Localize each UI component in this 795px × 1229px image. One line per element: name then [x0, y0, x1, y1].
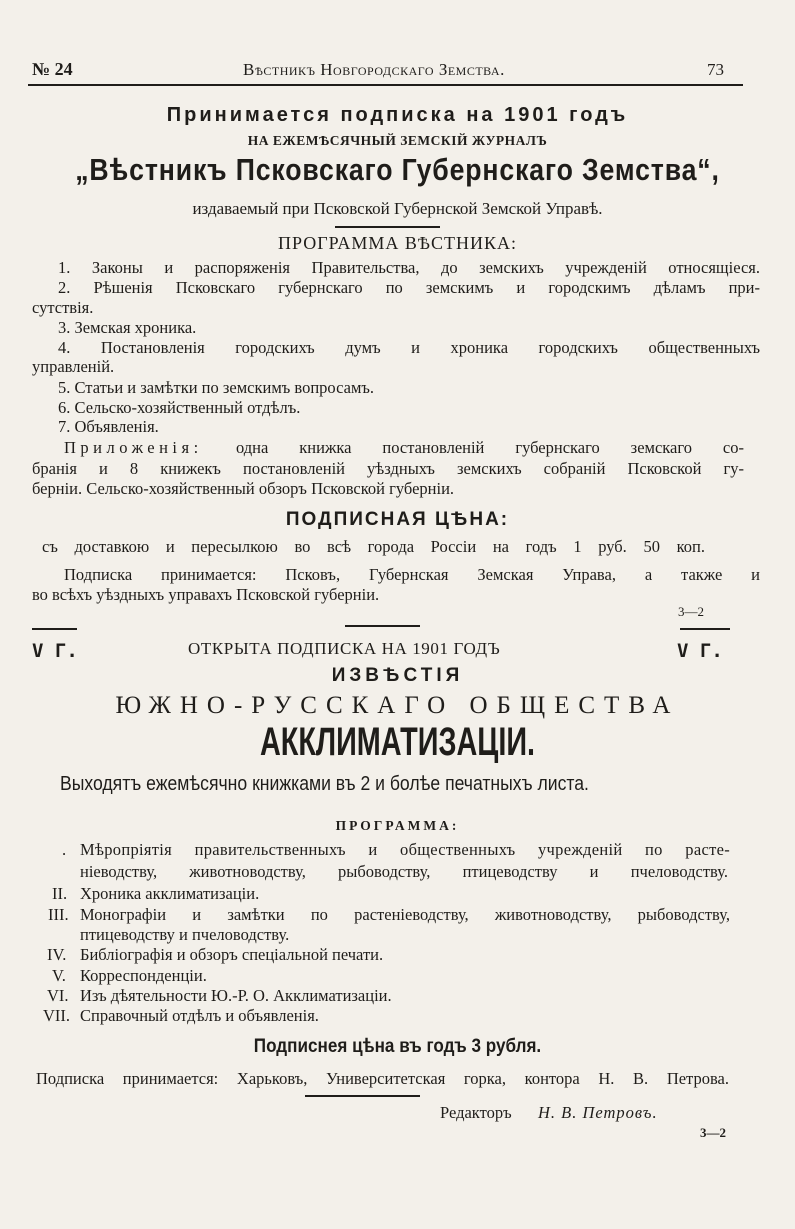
- ad1-program-heading: ПРОГРАММА ВѢСТНИКА:: [278, 233, 517, 253]
- ad2-open-subscription: ОТКРЫТА ПОДПИСКА НА 1901 ГОДЪ: [188, 639, 501, 658]
- ad2-program-num: V.: [52, 966, 66, 985]
- ad2-price: Подписнея цѣна въ годъ 3 рубля.: [253, 1036, 542, 1057]
- ad1-price-text: съ доставкою и пересылкою во всѣ города Россіи на годъ 1 руб. 50 коп.: [42, 537, 705, 556]
- ad1-program-line: 2. Рѣшенія Псковскаго губернскаго по земскимъ и городскимъ дѣламъ при-: [58, 278, 760, 297]
- ad1-subscribe-line: Подписка принимается: Псковъ, Губернская Земская Управа, а также и: [64, 565, 760, 584]
- ad1-subscribe-line: во всѣхъ уѣздныхъ управахъ Псковской губерніи.: [32, 585, 380, 604]
- page-number: 73: [707, 60, 724, 79]
- ad2-program-line: Изъ дѣятельности Ю.-Р. О. Акклиматизаціи.: [80, 986, 392, 1005]
- ad2-frequency: Выходятъ ежемѣсячно книжками въ 2 и болѣе печатныхъ листа.: [60, 773, 589, 795]
- ad2-program-heading: ПРОГРАММА:: [335, 818, 460, 833]
- ad1-appendix-label: Приложенія:: [64, 438, 203, 457]
- ad2-year-right: V Г.: [677, 640, 723, 662]
- ad1-mark: 3—2: [678, 604, 704, 619]
- ad2-editor-name: Н. В. Петровъ.: [538, 1103, 658, 1122]
- ad1-program-line: 5. Статьи и замѣтки по земскимъ вопросамъ.: [58, 378, 375, 397]
- ad2-program-line: ніеводству, животноводству, рыбоводству, птицеводству и пчеловодству.: [80, 862, 728, 881]
- ad2-editor-label: Редакторъ: [440, 1103, 512, 1122]
- ad2-title2: ЮЖНО-РУССКАГО ОБЩЕСТВА: [115, 692, 680, 719]
- ad1-subscription-line: Принимается подписка на 1901 годъ: [166, 104, 629, 126]
- ad2-top-rule-right: [680, 628, 730, 630]
- ad1-program-line: 6. Сельско-хозяйственный отдѣлъ.: [58, 398, 301, 417]
- issue-number: № 24: [32, 59, 73, 79]
- ad1-program-line: 1. Законы и распоряженія Правительства, до земскихъ учрежденій относящіеся.: [58, 258, 760, 277]
- ad2-title1: ИЗВѢСТІЯ: [331, 665, 464, 686]
- ad1-program-line: управленій.: [32, 357, 115, 376]
- ad2-top-rule-center: [345, 625, 420, 627]
- ad1-journal-type: НА ЕЖЕМѢСЯЧНЫЙ ЗЕМСКІЙ ЖУРНАЛЪ: [247, 133, 548, 148]
- ad1-publisher-rule: [335, 226, 440, 228]
- header-rule: [28, 84, 743, 86]
- ad2-program-line: Библіографія и обзоръ спеціальной печати.: [80, 945, 384, 964]
- ad1-publisher: издаваемый при Псковской Губернской Земской Управѣ.: [192, 199, 603, 218]
- ad2-mark: 3—2: [700, 1125, 726, 1140]
- ad2-program-num: VI.: [47, 986, 69, 1005]
- ad1-appendix-line: бранія и 8 книжекъ постановленій уѣздныхъ земскихъ собраній Псковской гу-: [32, 459, 744, 478]
- ad1-program-line: сутствія.: [32, 298, 94, 317]
- ad2-program-num: II.: [52, 884, 68, 903]
- journal-title: Вѣстникъ Новгородскаго Земства.: [243, 60, 505, 79]
- ad1-appendix-line: одна книжка постановленій губернскаго земскаго со-: [236, 438, 744, 457]
- ad2-subscribe: Подписка принимается: Харьковъ, Университетская горка, контора Н. В. Петрова.: [36, 1069, 729, 1088]
- ad1-program-line: 4. Постановленія городскихъ думъ и хроника городскихъ общественныхъ: [58, 338, 760, 357]
- ad2-program-line: Корреспонденціи.: [80, 966, 207, 985]
- ad1-program-line: 3. Земская хроника.: [58, 318, 197, 337]
- ad2-year-left: V Г.: [32, 640, 78, 662]
- ad2-program-line: Монографіи и замѣтки по растеніеводству, животноводству, рыбоводству,: [80, 905, 730, 924]
- ad2-program-num: IV.: [47, 945, 67, 964]
- ad2-program-num: .: [62, 840, 67, 859]
- ad1-price-heading: ПОДПИСНАЯ ЦѢНА:: [285, 509, 510, 530]
- ad2-program-line: Мѣропріятія правительственныхъ и общественныхъ учрежденій по расте-: [80, 840, 730, 859]
- ad2-title3: АККЛИМАТИЗАЦІИ.: [259, 720, 536, 764]
- ad2-program-line: Хроника акклиматизаціи.: [80, 884, 260, 903]
- ad2-bottom-rule: [305, 1095, 420, 1097]
- ad1-journal-title: „Вѣстникъ Псковскаго Губернскаго Земства“,: [75, 152, 720, 187]
- ad1-appendix-line: берніи. Сельско-хозяйственный обзоръ Псковской губерніи.: [32, 479, 455, 498]
- ad2-program-num: VII.: [43, 1006, 71, 1025]
- ad2-top-rule-left: [32, 628, 77, 630]
- ad2-program-line: Справочный отдѣлъ и объявленія.: [80, 1006, 319, 1025]
- ad1-program-line: 7. Объявленія.: [58, 417, 159, 436]
- ad2-program-num: III.: [48, 905, 69, 924]
- ad2-program-line: птицеводству и пчеловодству.: [80, 925, 290, 944]
